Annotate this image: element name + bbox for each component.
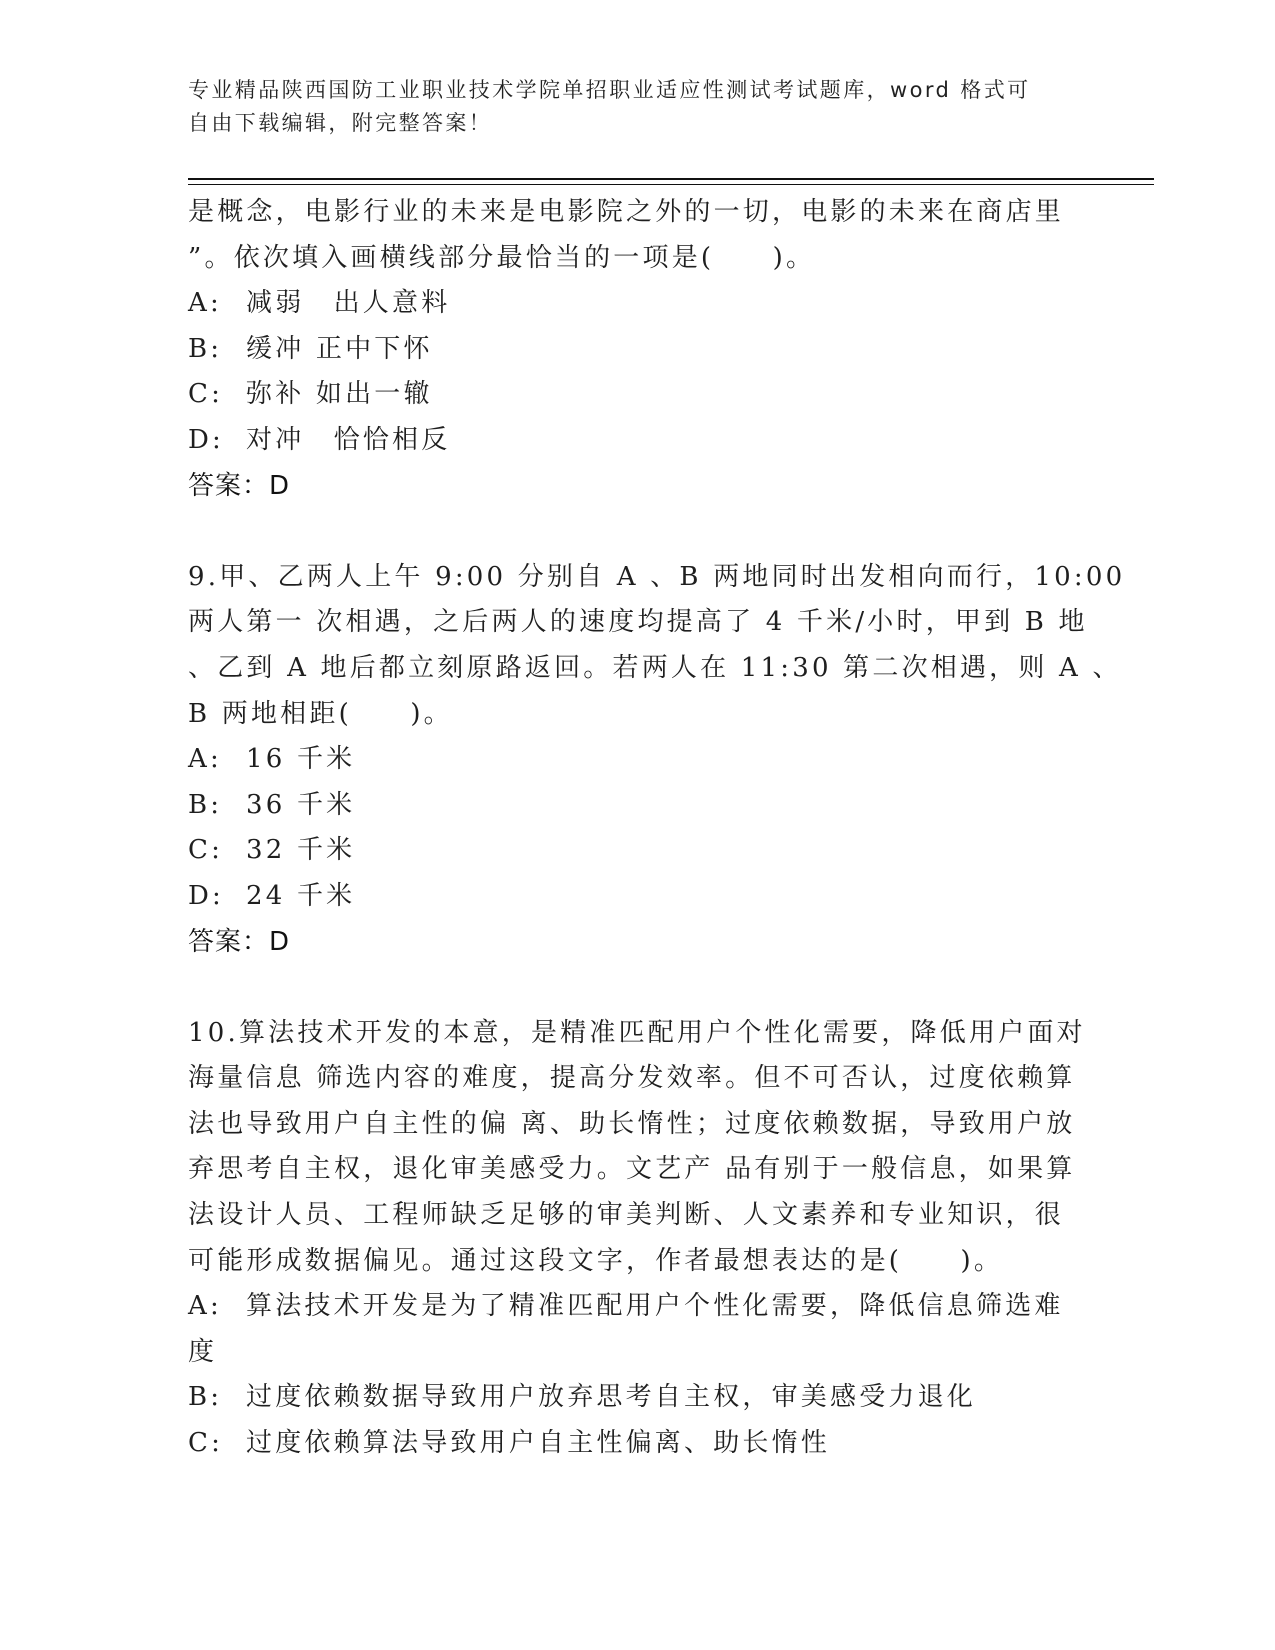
question-text-line: 是概念，电影行业的未来是电影院之外的一切，电影的未来在商店里 [188, 197, 1065, 227]
option-a [188, 1284, 1088, 1330]
question-text-line: ”。依次填入画横线部分最恰当的一项是( )。 [188, 242, 816, 273]
option-key: A: [188, 744, 222, 775]
option-text: 过度依赖算法导致用户自主性偏离、助长惰性 [246, 1428, 831, 1459]
option-text: 36 千米 [246, 789, 356, 820]
option-key: C: [188, 835, 224, 866]
question-text-line: B 两地相距( )。 [188, 698, 453, 729]
option-key: A: [188, 1291, 222, 1322]
document-body [188, 190, 1126, 1467]
question-10 [188, 1011, 1088, 1467]
question-text-line: 10.算法技术开发的本意，是精准匹配用户个性化需要，降低用户面对 [188, 1017, 1086, 1048]
option-text: 32 千米 [246, 835, 356, 866]
option-d [188, 874, 1088, 920]
question-9 [188, 555, 1126, 965]
question-text-line: 海量信息 筛选内容的难度，提高分发效率。但不可否认，过度依赖算 [188, 1063, 1076, 1094]
option-key: B: [188, 1382, 223, 1413]
answer-label: 答案：D [188, 926, 291, 957]
option-text: 度 [188, 1336, 218, 1367]
header-divider-thick [188, 178, 1154, 180]
option-text: 16 千米 [246, 744, 356, 775]
header-line-1: 专业精品陕西国防工业职业技术学院单招职业适应性测试考试题库，word 格式可 [188, 78, 1031, 102]
option-text: 24 千米 [246, 880, 356, 911]
option-key: D: [188, 424, 225, 455]
spacer [188, 509, 1088, 555]
spacer [188, 965, 1088, 1011]
option-key: C: [188, 1428, 224, 1459]
option-b [188, 1375, 1088, 1421]
header-line-2: 自由下载编辑，附完整答案！ [188, 111, 493, 135]
option-c [188, 828, 1088, 874]
question-text-line: 法也导致用户自主性的偏 离、助长惰性；过度依赖数据，导致用户放 [188, 1108, 1076, 1139]
question-text-line: 、乙到 A 地后都立刻原路返回。若两人在 11:30 第二次相遇，则 A 、 [188, 652, 1122, 683]
question-text-line: 弃思考自主权，退化审美感受力。文艺产 品有别于一般信息，如果算 [188, 1154, 1076, 1185]
header-divider-thin [188, 184, 1154, 185]
option-text: 对冲 恰恰相反 [246, 424, 451, 455]
option-text: 弥补 如出一辙 [246, 379, 433, 410]
option-text: 减弱 出人意料 [246, 288, 451, 319]
answer-label: 答案：D [188, 470, 291, 501]
option-key: C: [188, 379, 224, 410]
option-a-continued [188, 1330, 1088, 1376]
option-key: A: [188, 288, 222, 319]
option-text: 过度依赖数据导致用户放弃思考自主权，审美感受力退化 [246, 1382, 977, 1413]
option-b [188, 783, 1088, 829]
question-text-line: 法设计人员、工程师缺乏足够的审美判断、人文素养和专业知识，很 [188, 1200, 1065, 1231]
option-b [188, 327, 1088, 373]
option-text: 算法技术开发是为了精准匹配用户个性化需要，降低信息筛选难 [246, 1291, 1064, 1322]
option-text: 缓冲 正中下怀 [246, 333, 433, 364]
option-d [188, 418, 1088, 464]
option-a [188, 737, 1088, 783]
option-key: B: [188, 789, 223, 820]
question-text-line: 可能形成数据偏见。通过这段文字，作者最想表达的是( )。 [188, 1245, 1004, 1276]
question-text-line: 两人第一 次相遇，之后两人的速度均提高了 4 千米/小时，甲到 B 地 [188, 607, 1088, 638]
option-c [188, 372, 1088, 418]
question-text-line: 9.甲、乙两人上午 9:00 分别自 A 、B 两地同时出发相向而行，10:00 [188, 561, 1126, 592]
document-header [188, 74, 1088, 140]
option-c [188, 1421, 1088, 1467]
option-key: B: [188, 333, 223, 364]
option-key: D: [188, 880, 225, 911]
option-a [188, 281, 1088, 327]
question-8 [188, 190, 1088, 509]
